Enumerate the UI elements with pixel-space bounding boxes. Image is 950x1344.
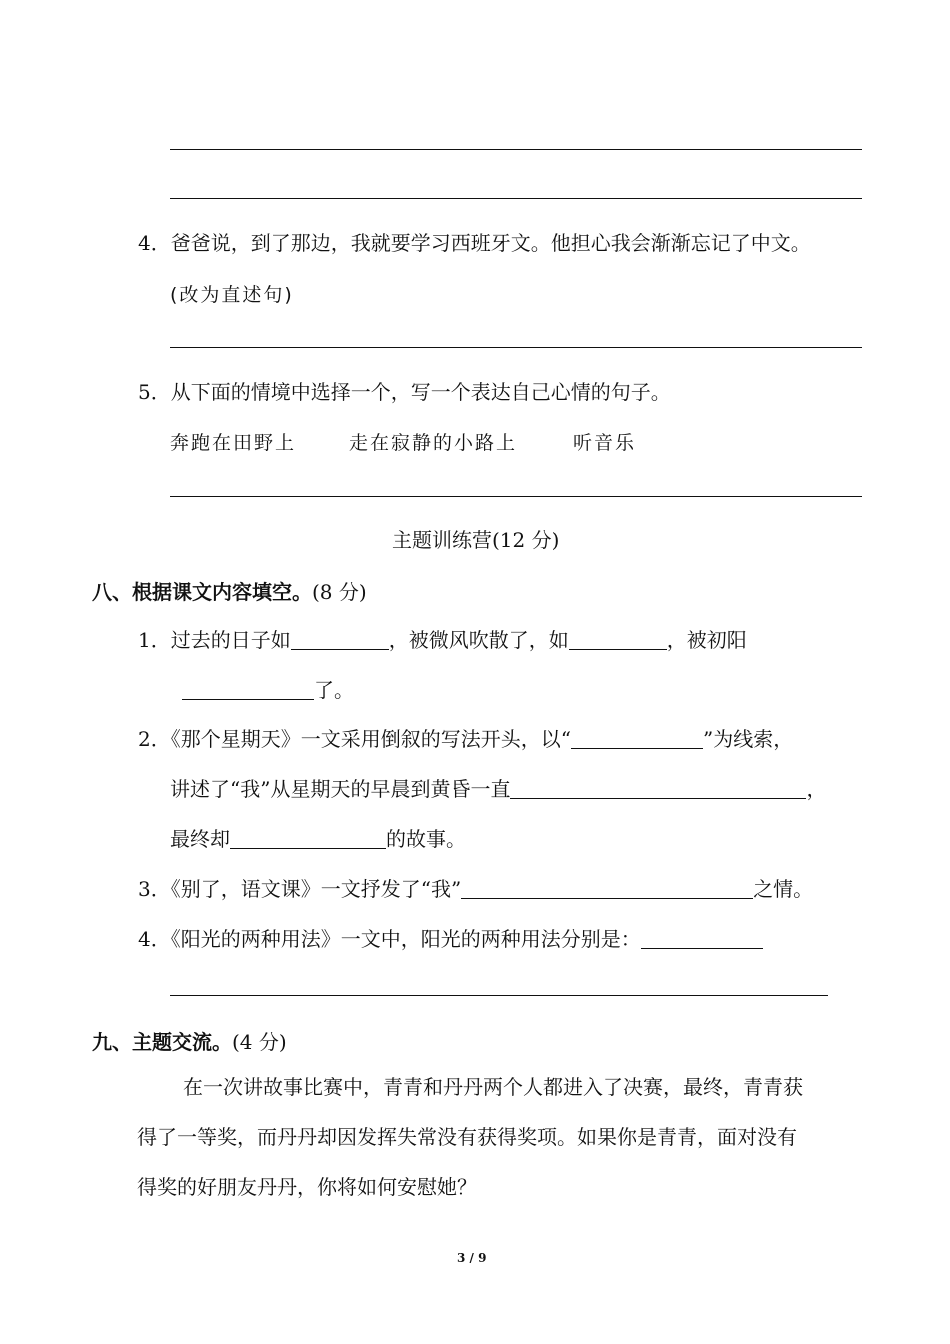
- blank-field[interactable]: [569, 629, 667, 650]
- item-text: 最终却: [170, 827, 230, 851]
- question-5: [138, 379, 671, 405]
- answer-line[interactable]: [170, 198, 862, 199]
- fill-item-1: [138, 627, 747, 653]
- question-text: 从下面的情境中选择一个，写一个表达自己心情的句子。: [170, 380, 671, 404]
- item-text: ，被微风吹散了，如: [388, 628, 569, 652]
- question-text: 爸爸说，到了那边，我就要学习西班牙文。他担心我会渐渐忘记了中文。: [170, 231, 811, 255]
- item-text: 的故事。: [386, 827, 466, 851]
- question-4-instruction: (改为直述句): [170, 284, 294, 306]
- fill-item-4: [138, 926, 763, 952]
- option-3: 听音乐: [573, 432, 637, 454]
- option-2: 走在寂静的小路上: [349, 432, 518, 454]
- question-number: 2．: [138, 727, 171, 751]
- answer-line[interactable]: [170, 347, 862, 348]
- heading-points: (8 分): [312, 580, 367, 604]
- heading-text: 九、主题交流。: [92, 1030, 232, 1054]
- item-text: ，被初阳: [666, 628, 747, 652]
- prompt-line-3: 得奖的好朋友丹丹，你将如何安慰她？: [137, 1175, 477, 1199]
- question-number: 3．: [138, 877, 171, 901]
- question-4: [138, 230, 811, 256]
- blank-field[interactable]: [641, 928, 763, 949]
- item-text: ，: [806, 777, 827, 801]
- question-number: 1．: [138, 628, 171, 652]
- fill-item-3: [138, 876, 813, 902]
- fill-item-2: [138, 726, 793, 752]
- page-number: 3 / 9: [457, 1251, 487, 1265]
- heading-points: (4 分): [232, 1030, 287, 1054]
- item-text: 之情。: [753, 877, 814, 901]
- answer-line[interactable]: [170, 149, 862, 150]
- item-text: 《别了，语文课》一文抒发了“我”: [170, 877, 462, 901]
- option-1: 奔跑在田野上: [170, 432, 297, 454]
- item-text: 《那个星期天》一文采用倒叙的写法开头，以“: [170, 727, 571, 751]
- section-8-heading: [92, 576, 367, 605]
- question-number: 4．: [138, 231, 171, 255]
- blank-field[interactable]: [182, 679, 314, 700]
- blank-field[interactable]: [230, 828, 386, 849]
- prompt-line-1: 在一次讲故事比赛中，青青和丹丹两个人都进入了决赛，最终，青青获: [183, 1075, 803, 1099]
- blank-field[interactable]: [291, 629, 389, 650]
- section-9-heading: [92, 1026, 287, 1055]
- prompt-line-2: 得了一等奖，而丹丹却因发挥失常没有获得奖项。如果你是青青，面对没有: [137, 1125, 797, 1149]
- blank-field[interactable]: [510, 778, 806, 799]
- item-text: 过去的日子如: [170, 628, 291, 652]
- section-title: 主题训练营(12 分): [392, 528, 560, 552]
- heading-text: 八、根据课文内容填空。: [92, 580, 312, 604]
- blank-field[interactable]: [461, 878, 753, 899]
- answer-line[interactable]: [170, 496, 862, 497]
- item-text: 《阳光的两种用法》一文中，阳光的两种用法分别是：: [170, 927, 641, 951]
- fill-item-1-cont: [182, 677, 354, 703]
- question-number: 5．: [138, 380, 171, 404]
- item-text: ”为线索，: [702, 727, 794, 751]
- item-text: 讲述了“我”从星期天的早晨到黄昏一直: [170, 777, 511, 801]
- blank-field[interactable]: [571, 728, 703, 749]
- answer-line[interactable]: [170, 995, 828, 996]
- fill-item-2-line3: [170, 826, 466, 852]
- question-number: 4．: [138, 927, 171, 951]
- fill-item-2-line2: [170, 776, 826, 802]
- item-text: 了。: [314, 678, 354, 702]
